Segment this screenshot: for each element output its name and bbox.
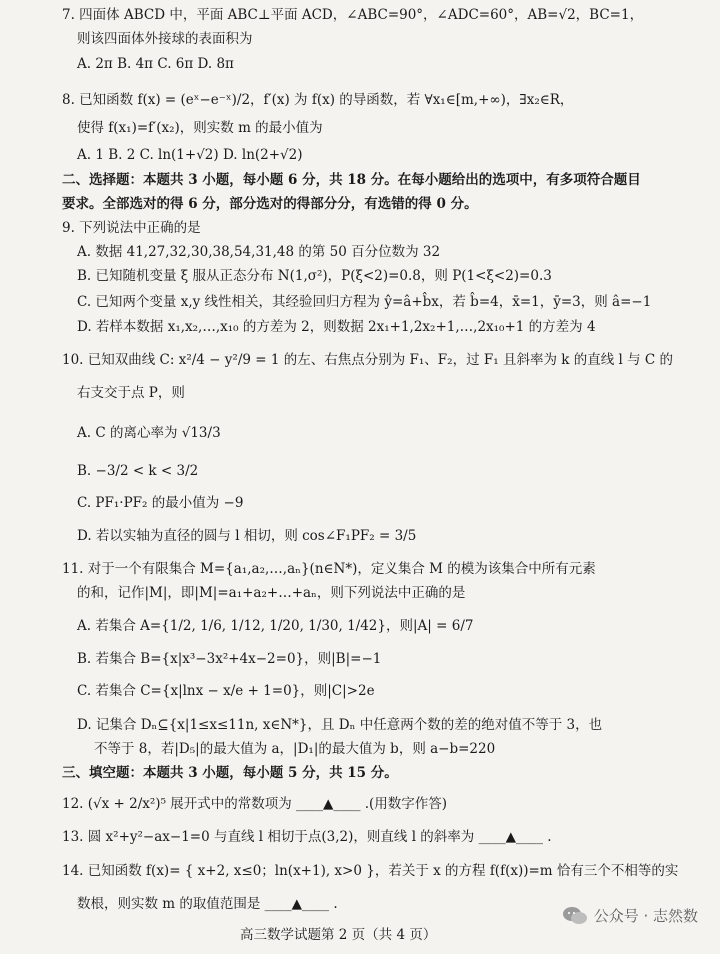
q9-option-c: C. 已知两个变量 x,y 线性相关，其经验回归方程为 ŷ=â+b̂x，若 b̂=4，x̄=1，ȳ=3，则 â=−1 <box>77 294 652 310</box>
q8-stem: 8. 已知函数 f(x) = (eˣ−e⁻ˣ)/2，f′(x) 为 f(x) 的导函数，若 ∀x₁∈[m,+∞)，∃x₂∈R， <box>62 92 574 108</box>
q10-option-a: A. C 的离心率为 √13/3 <box>77 425 221 441</box>
q9-stem: 9. 下列说法中正确的是 <box>62 220 201 236</box>
q7-stem: 7. 四面体 ABCD 中，平面 ABC⊥平面 ACD，∠ABC=90°，∠ADC=60°，AB=√2，BC=1， <box>62 7 644 23</box>
q10-option-d: D. 若以实轴为直径的圆与 l 相切，则 cos∠F₁PF₂ = 3/5 <box>77 528 417 544</box>
section-3-heading: 三、填空题：本题共 3 小题，每小题 5 分，共 15 分。 <box>62 765 398 781</box>
q7-options: A. 2π B. 4π C. 6π D. 8π <box>77 56 234 72</box>
q7-stem-cont: 则该四面体外接球的表面积为 <box>77 31 253 47</box>
q11-option-d-cont: 不等于 8，若|D₅|的最大值为 a，|D₁|的最大值为 b，则 a−b=220 <box>94 741 496 757</box>
q11-option-a: A. 若集合 A={1/2, 1/6, 1/12, 1/20, 1/30, 1/42}，则|A| = 6/7 <box>77 618 474 634</box>
q9-option-d: D. 若样本数据 x₁,x₂,…,x₁₀ 的方差为 2，则数据 2x₁+1,2x₂+1,…,2x₁₀+1 的方差为 4 <box>77 319 596 335</box>
wechat-watermark <box>562 905 698 926</box>
wechat-icon <box>562 906 588 926</box>
q10-stem-cont: 右支交于点 P，则 <box>77 385 185 401</box>
q11-stem: 11. 对于一个有限集合 M={a₁,a₂,…,aₙ}(n∈N*)，定义集合 M 的模为该集合中所有元素 <box>62 561 596 577</box>
q11-option-c: C. 若集合 C={x|lnx − x/e + 1=0}，则|C|>2e <box>77 683 375 699</box>
q14-stem-cont: 数根，则实数 m 的取值范围是 ____▲____ . <box>77 896 338 912</box>
section-2-heading-cont: 要求。全部选对的得 6 分，部分选对的得部分分，有选错的得 0 分。 <box>62 196 478 212</box>
q9-option-a: A. 数据 41,27,32,30,38,54,31,48 的第 50 百分位数为 32 <box>77 244 441 260</box>
q10-stem: 10. 已知双曲线 C: x²/4 − y²/9 = 1 的左、右焦点分别为 F₁、F₂，过 F₁ 且斜率为 k 的直线 l 与 C 的 <box>62 352 674 368</box>
q10-option-c: C. PF₁·PF₂ 的最小值为 −9 <box>77 495 244 511</box>
q13: 13. 圆 x²+y²−ax−1=0 与直线 l 相切于点(3,2)，则直线 l 的斜率为 ____▲____ . <box>62 829 552 845</box>
q8-stem-cont: 使得 f(x₁)=f′(x₂)，则实数 m 的最小值为 <box>77 120 323 136</box>
q10-option-b: B. −3/2 < k < 3/2 <box>77 463 199 479</box>
q9-option-b: B. 已知随机变量 ξ 服从正态分布 N(1,σ²)，P(ξ<2)=0.8，则 P(1<ξ<2)=0.3 <box>77 268 552 284</box>
section-2-heading: 二、选择题：本题共 3 小题，每小题 6 分，共 18 分。在每小题给出的选项中，有多项符合题目 <box>62 172 641 188</box>
q12: 12. (√x + 2/x²)⁵ 展开式中的常数项为 ____▲____ .(用数字作答) <box>62 796 448 812</box>
q11-option-d: D. 记集合 Dₙ⊆{x|1≤x≤11n, x∈N*}，且 Dₙ 中任意两个数的差的绝对值不等于 3，也 <box>77 717 603 733</box>
page-footer: 高三数学试题第 2 页（共 4 页） <box>240 927 437 943</box>
watermark-text: 公众号 · 志然数 <box>593 907 698 925</box>
q8-options: A. 1 B. 2 C. ln(1+√2) D. ln(2+√2) <box>77 147 303 163</box>
q14-stem: 14. 已知函数 f(x)= { x+2, x≤0；ln(x+1), x>0 }，若关于 x 的方程 f(f(x))=m 恰有三个不相等的实 <box>62 863 679 879</box>
q11-option-b: B. 若集合 B={x|x³−3x²+4x−2=0}，则|B|=−1 <box>77 651 382 667</box>
q11-stem-cont: 的和，记作|M|，即|M|=a₁+a₂+…+aₙ，则下列说法中正确的是 <box>77 585 466 601</box>
